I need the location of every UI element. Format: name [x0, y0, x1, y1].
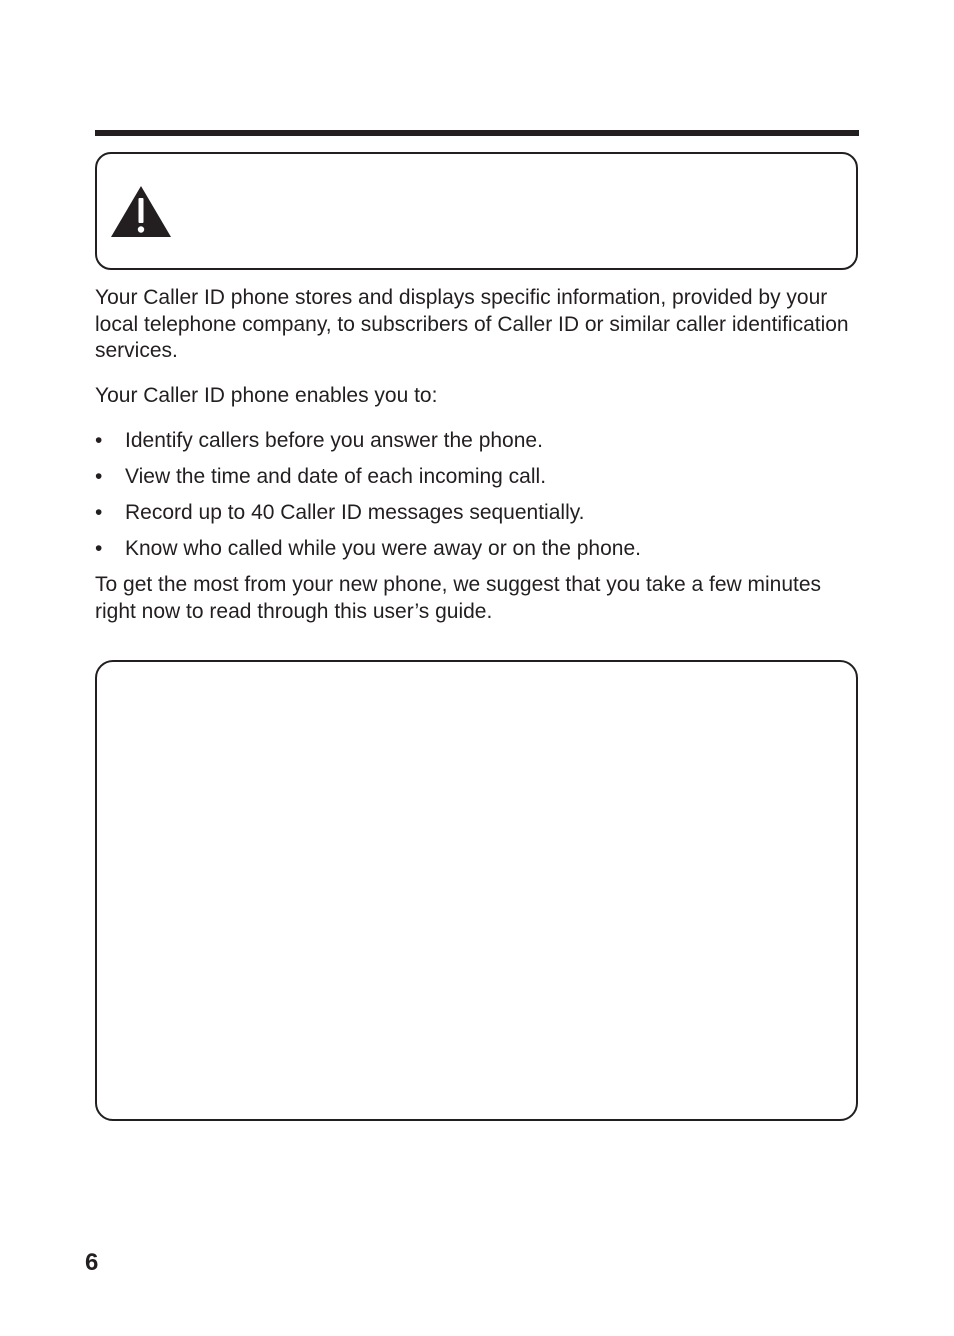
feature-text: View the time and date of each incoming call. — [125, 465, 547, 488]
warning-box — [95, 152, 858, 270]
feature-text: Record up to 40 Caller ID messages sequentially. — [125, 501, 585, 524]
bullet: • — [95, 501, 103, 524]
bullet: • — [95, 429, 103, 452]
intro-paragraph: Your Caller ID phone stores and displays specific information, provided by your local telephone company, to subscribers of Caller ID or similar caller identification services. — [95, 286, 849, 362]
feature-text: Identify callers before you answer the phone. — [125, 429, 543, 452]
top-rule — [95, 130, 859, 136]
bullet: • — [95, 537, 103, 560]
closing-paragraph: To get the most from your new phone, we suggest that you take a few minutes right now to read through this user’s guide. — [95, 573, 822, 623]
list-item — [95, 464, 855, 500]
feature-list — [95, 428, 855, 572]
page-number: 6 — [85, 1249, 99, 1276]
content-box — [95, 660, 858, 1121]
enables-heading: Your Caller ID phone enables you to: — [95, 384, 438, 407]
bullet: • — [95, 465, 103, 488]
list-item — [95, 536, 855, 572]
warning-triangle-icon — [109, 184, 173, 240]
feature-text: Know who called while you were away or on the phone. — [125, 537, 641, 560]
list-item — [95, 500, 855, 536]
list-item — [95, 428, 855, 464]
